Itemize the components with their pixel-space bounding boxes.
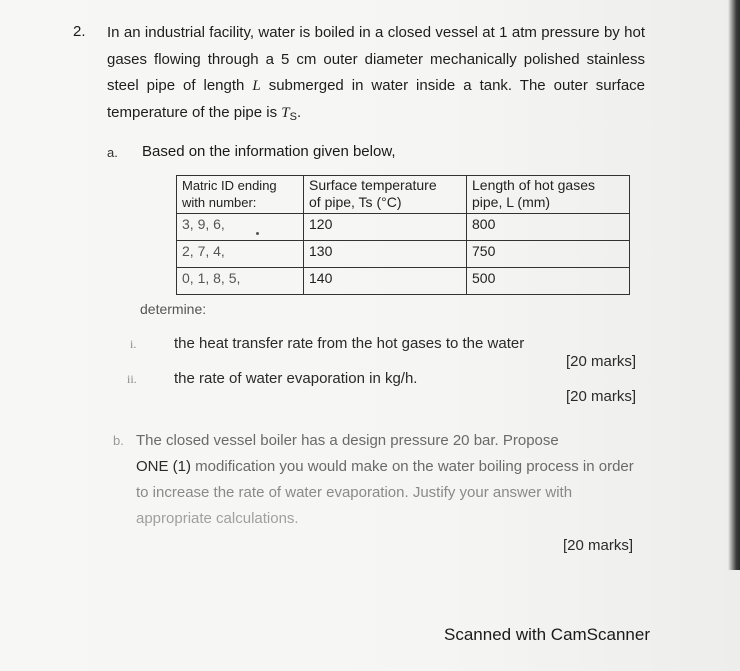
item-ii-text: the rate of water evaporation in kg/h. — [174, 370, 418, 387]
table-cell: 140 — [304, 268, 467, 295]
table-cell: 120 — [304, 214, 467, 241]
header-cell-temperature — [304, 176, 467, 214]
question-number: 2. — [73, 23, 86, 40]
header-temperature-line1: Surface temperature — [309, 177, 437, 193]
item-i-text: the heat transfer rate from the hot gases to the water — [174, 335, 525, 352]
table-cell: 500 — [467, 268, 630, 295]
table-header-row — [177, 176, 630, 214]
table-cell: 130 — [304, 241, 467, 268]
table-row — [177, 214, 630, 241]
header-matric-line2: with number: — [182, 195, 257, 210]
part-b-line2 — [136, 454, 636, 480]
intro-part1: In an industrial facility, water is boiled in a closed vessel at 1 atm pressure by hot gases flowing through a 5 cm outer diameter mechanically polished stainless steel pipe of length — [107, 24, 645, 94]
header-cell-matric — [177, 176, 304, 214]
header-matric-line1: Matric ID ending — [182, 178, 277, 193]
part-b-label: b. — [113, 433, 124, 448]
table-row — [177, 241, 630, 268]
intro-end: . — [296, 103, 302, 121]
table-cell: 3, 9, 6, — [177, 214, 304, 241]
part-b-text — [136, 428, 636, 532]
table-row — [177, 268, 630, 295]
scan-speck — [256, 232, 259, 235]
part-a-text: Based on the information given below, — [142, 143, 396, 160]
scanner-watermark: Scanned with CamScanner — [444, 625, 651, 644]
part-b-line1: The closed vessel boiler has a design pressure 20 bar. Propose — [136, 432, 559, 449]
header-temperature-line2: of pipe, Ts (°C) — [309, 194, 402, 210]
item-i-numeral: i. — [130, 337, 137, 351]
intro-var-t: T — [281, 104, 290, 121]
part-b-emphasis: ONE (1) — [136, 458, 192, 475]
table-cell: 2, 7, 4, — [177, 241, 304, 268]
intro-var-t-sub: S — [289, 110, 297, 123]
table-cell: 0, 1, 8, 5, — [177, 268, 304, 295]
header-length-line2: pipe, L (mm) — [472, 194, 551, 210]
determine-label: determine: — [140, 301, 207, 317]
table-cell: 750 — [467, 241, 630, 268]
part-a-label: a. — [107, 145, 118, 160]
intro-var-l: L — [252, 78, 261, 94]
item-ii-marks: [20 marks] — [566, 388, 637, 405]
data-table — [176, 175, 630, 295]
intro-part2: submerged in water inside a tank. The outer surface temperature of the pipe is — [107, 77, 645, 121]
part-b-line3: to increase the rate of water evaporation. Justify your answer with — [136, 484, 573, 501]
item-ii-numeral: ii. — [127, 372, 137, 386]
part-b-line2-rest: modification you would make on the water boiling process in order — [191, 458, 634, 475]
part-b-line4: appropriate calculations. — [136, 510, 299, 527]
header-length-line1: Length of hot gases — [472, 177, 595, 193]
item-i-marks: [20 marks] — [566, 353, 637, 370]
table-cell: 800 — [467, 214, 630, 241]
page-edge-shadow — [728, 0, 740, 570]
question-intro — [107, 20, 645, 130]
part-b-marks: [20 marks] — [563, 537, 634, 554]
header-cell-length — [467, 176, 630, 214]
